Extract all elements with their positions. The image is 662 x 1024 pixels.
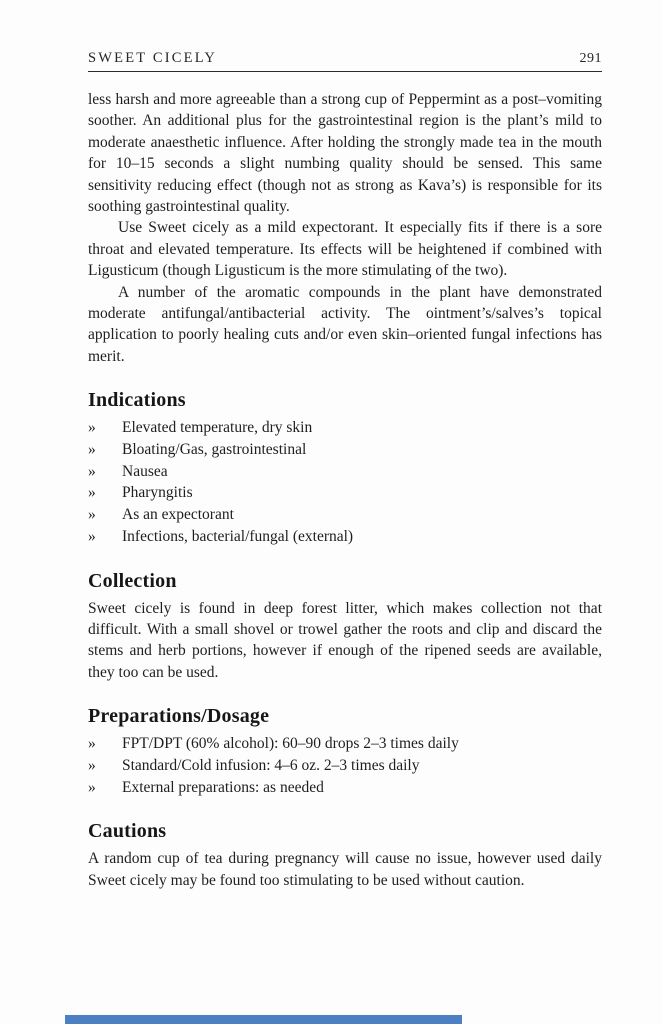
list-item-text: Elevated temperature, dry skin [122,419,313,437]
indications-list [88,417,602,547]
list-item-text: External preparations: as needed [122,778,324,796]
list-item-text: Bloating/Gas, gastrointestinal [122,440,307,458]
list-item [88,417,602,439]
list-item [88,439,602,461]
list-item [88,482,602,504]
page-header [88,50,602,67]
list-item [88,755,602,777]
list-item-text: Pharyngitis [122,484,193,502]
bullet-marker: » [88,527,96,545]
page-number: 291 [579,51,602,66]
list-item-text: Standard/Cold infusion: 4–6 oz. 2–3 times daily [122,756,420,774]
header-rule [88,71,602,72]
preparations-list [88,733,602,798]
list-item [88,526,602,548]
paragraph-intro-1: less harsh and more agreeable than a strong cup of Peppermint as a post–vomiting soother. An additional plus for the gastrointestinal region is the plant’s mild to moderate anaesthetic influence. After holding the strongly made tea in the mouth for 10–15 seconds a slight numbing quality should be sensed. This same sensitivity reducing effect (though not as strong as Kava’s) is responsible for its soothing gastrointestinal quality. [88,91,602,216]
bullet-marker: » [88,462,96,480]
page-content [88,50,602,891]
progress-bar[interactable] [65,1015,462,1024]
list-item-text: As an expectorant [122,506,234,524]
section-heading-indications: Indications [88,389,186,412]
list-item [88,461,602,483]
paragraph-intro-3: A number of the aromatic compounds in the plant have demonstrated moderate antifungal/antibacterial activity. The ointment’s/salves’s topical application to poorly healing cuts and/or even skin–oriented fungal infections has merit. [88,283,602,365]
bullet-marker: » [88,735,96,753]
bullet-marker: » [88,778,96,796]
bullet-marker: » [88,440,96,458]
list-item-text: Nausea [122,462,168,480]
bullet-marker: » [88,419,96,437]
paragraph-cautions: A random cup of tea during pregnancy will cause no issue, however used daily Sweet cicely may be found too stimulating to be used without caution. [88,850,602,889]
list-item [88,733,602,755]
list-item [88,777,602,799]
paragraph-intro-2: Use Sweet cicely as a mild expectorant. It especially fits if there is a sore throat and elevated temperature. Its effects will be heightened if combined with Ligusticum (though Ligusticum is the more stimulating of the two). [88,219,602,280]
list-item [88,504,602,526]
section-heading-collection: Collection [88,569,177,592]
list-item-text: Infections, bacterial/fungal (external) [122,527,354,545]
bullet-marker: » [88,506,96,524]
section-heading-cautions: Cautions [88,820,167,843]
section-heading-preparations: Preparations/Dosage [88,705,270,728]
list-item-text: FPT/DPT (60% alcohol): 60–90 drops 2–3 times daily [122,735,459,753]
running-title: SWEET CICELY [88,50,217,66]
bullet-marker: » [88,756,96,774]
bullet-marker: » [88,484,96,502]
paragraph-collection: Sweet cicely is found in deep forest litter, which makes collection not that difficult. With a small shovel or trowel gather the roots and clip and discard the stems and herb portions, however if enough of the ripened seeds are available, they too can be used. [88,599,602,681]
